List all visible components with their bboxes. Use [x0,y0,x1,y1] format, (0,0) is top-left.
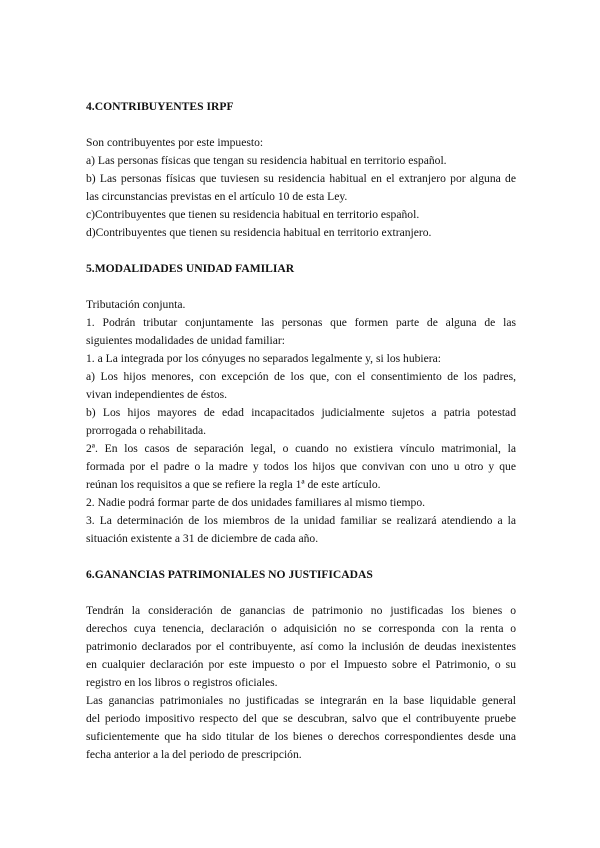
text-line: del periodo impositivo respecto del que se descubran, salvo que el contribuyente pruebe [86,712,516,725]
text-line: Son contribuyentes por este impuesto: [86,136,264,149]
text-line: c)Contribuyentes que tienen su residencia habitual en territorio español. [86,208,420,221]
text-line: 1. Podrán tributar conjuntamente las personas que formen parte de alguna de las [86,316,516,329]
section-ganancias [86,566,516,764]
text-line: b) Las personas físicas que tuviesen su residencia habitual en el extranjero por alguna de [86,172,516,185]
text-line: 1. a La integrada por los cónyuges no separados legalmente y, si los hubiera: [86,352,442,365]
text-line: formada por el padre o la madre y todos los hijos que convivan con uno u otro y que [86,460,516,473]
text-line: Las ganancias patrimoniales no justificadas se integrarán en la base liquidable general [86,694,516,707]
text-line: d)Contribuyentes que tienen su residencia habitual en territorio extranjero. [86,226,432,239]
document-page [86,98,516,764]
text-line: siguientes modalidades de unidad familiar: [86,334,285,347]
text-line: b) Los hijos mayores de edad incapacitados judicialmente sujetos a patria potestad [86,406,516,419]
text-line: 2. Nadie podrá formar parte de dos unidades familiares al mismo tiempo. [86,496,426,509]
section-heading: 5.MODALIDADES UNIDAD FAMILIAR [86,262,295,275]
text-line: Tributación conjunta. [86,298,186,311]
section-modalidades [86,260,516,548]
text-line: a) Las personas físicas que tengan su residencia habitual en territorio español. [86,154,447,167]
text-line: suficientemente que ha sido titular de los bienes o derechos correspondientes desde una [86,730,516,743]
text-line: situación existente a 31 de diciembre de cada año. [86,532,319,545]
text-line: a) Los hijos menores, con excepción de los que, con el consentimiento de los padres, [86,370,516,383]
text-line: Tendrán la consideración de ganancias de patrimonio no justificadas los bienes o [86,604,516,617]
text-line: prorrogada o rehabilitada. [86,424,207,437]
text-line: derechos cuya tenencia, declaración o adquisición no se corresponda con la renta o [86,622,516,635]
section-body [86,602,516,764]
text-line: 2ª. En los casos de separación legal, o cuando no existiera vínculo matrimonial, la [86,442,516,455]
text-line: 3. La determinación de los miembros de la unidad familiar se realizará atendiendo a la [86,514,516,527]
text-line: fecha anterior a la del periodo de prescripción. [86,748,302,761]
text-line: registro en los libros o registros oficiales. [86,676,278,689]
text-line: en cualquier declaración por este impuesto o por el Impuesto sobre el Patrimonio, o su [86,658,516,671]
section-contribuyentes [86,98,516,242]
text-line: reúnan los requisitos a que se refiere la regla 1ª de este artículo. [86,478,381,491]
text-line: patrimonio declarados por el contribuyente, así como la inclusión de deudas inexistentes [86,640,516,653]
section-body [86,296,516,548]
section-body [86,134,516,242]
text-line: vivan independientes de éstos. [86,388,228,401]
section-heading: 6.GANANCIAS PATRIMONIALES NO JUSTIFICADAS [86,568,373,581]
text-line: las circunstancias previstas en el artículo 10 de esta Ley. [86,190,348,203]
section-heading: 4.CONTRIBUYENTES IRPF [86,100,234,113]
